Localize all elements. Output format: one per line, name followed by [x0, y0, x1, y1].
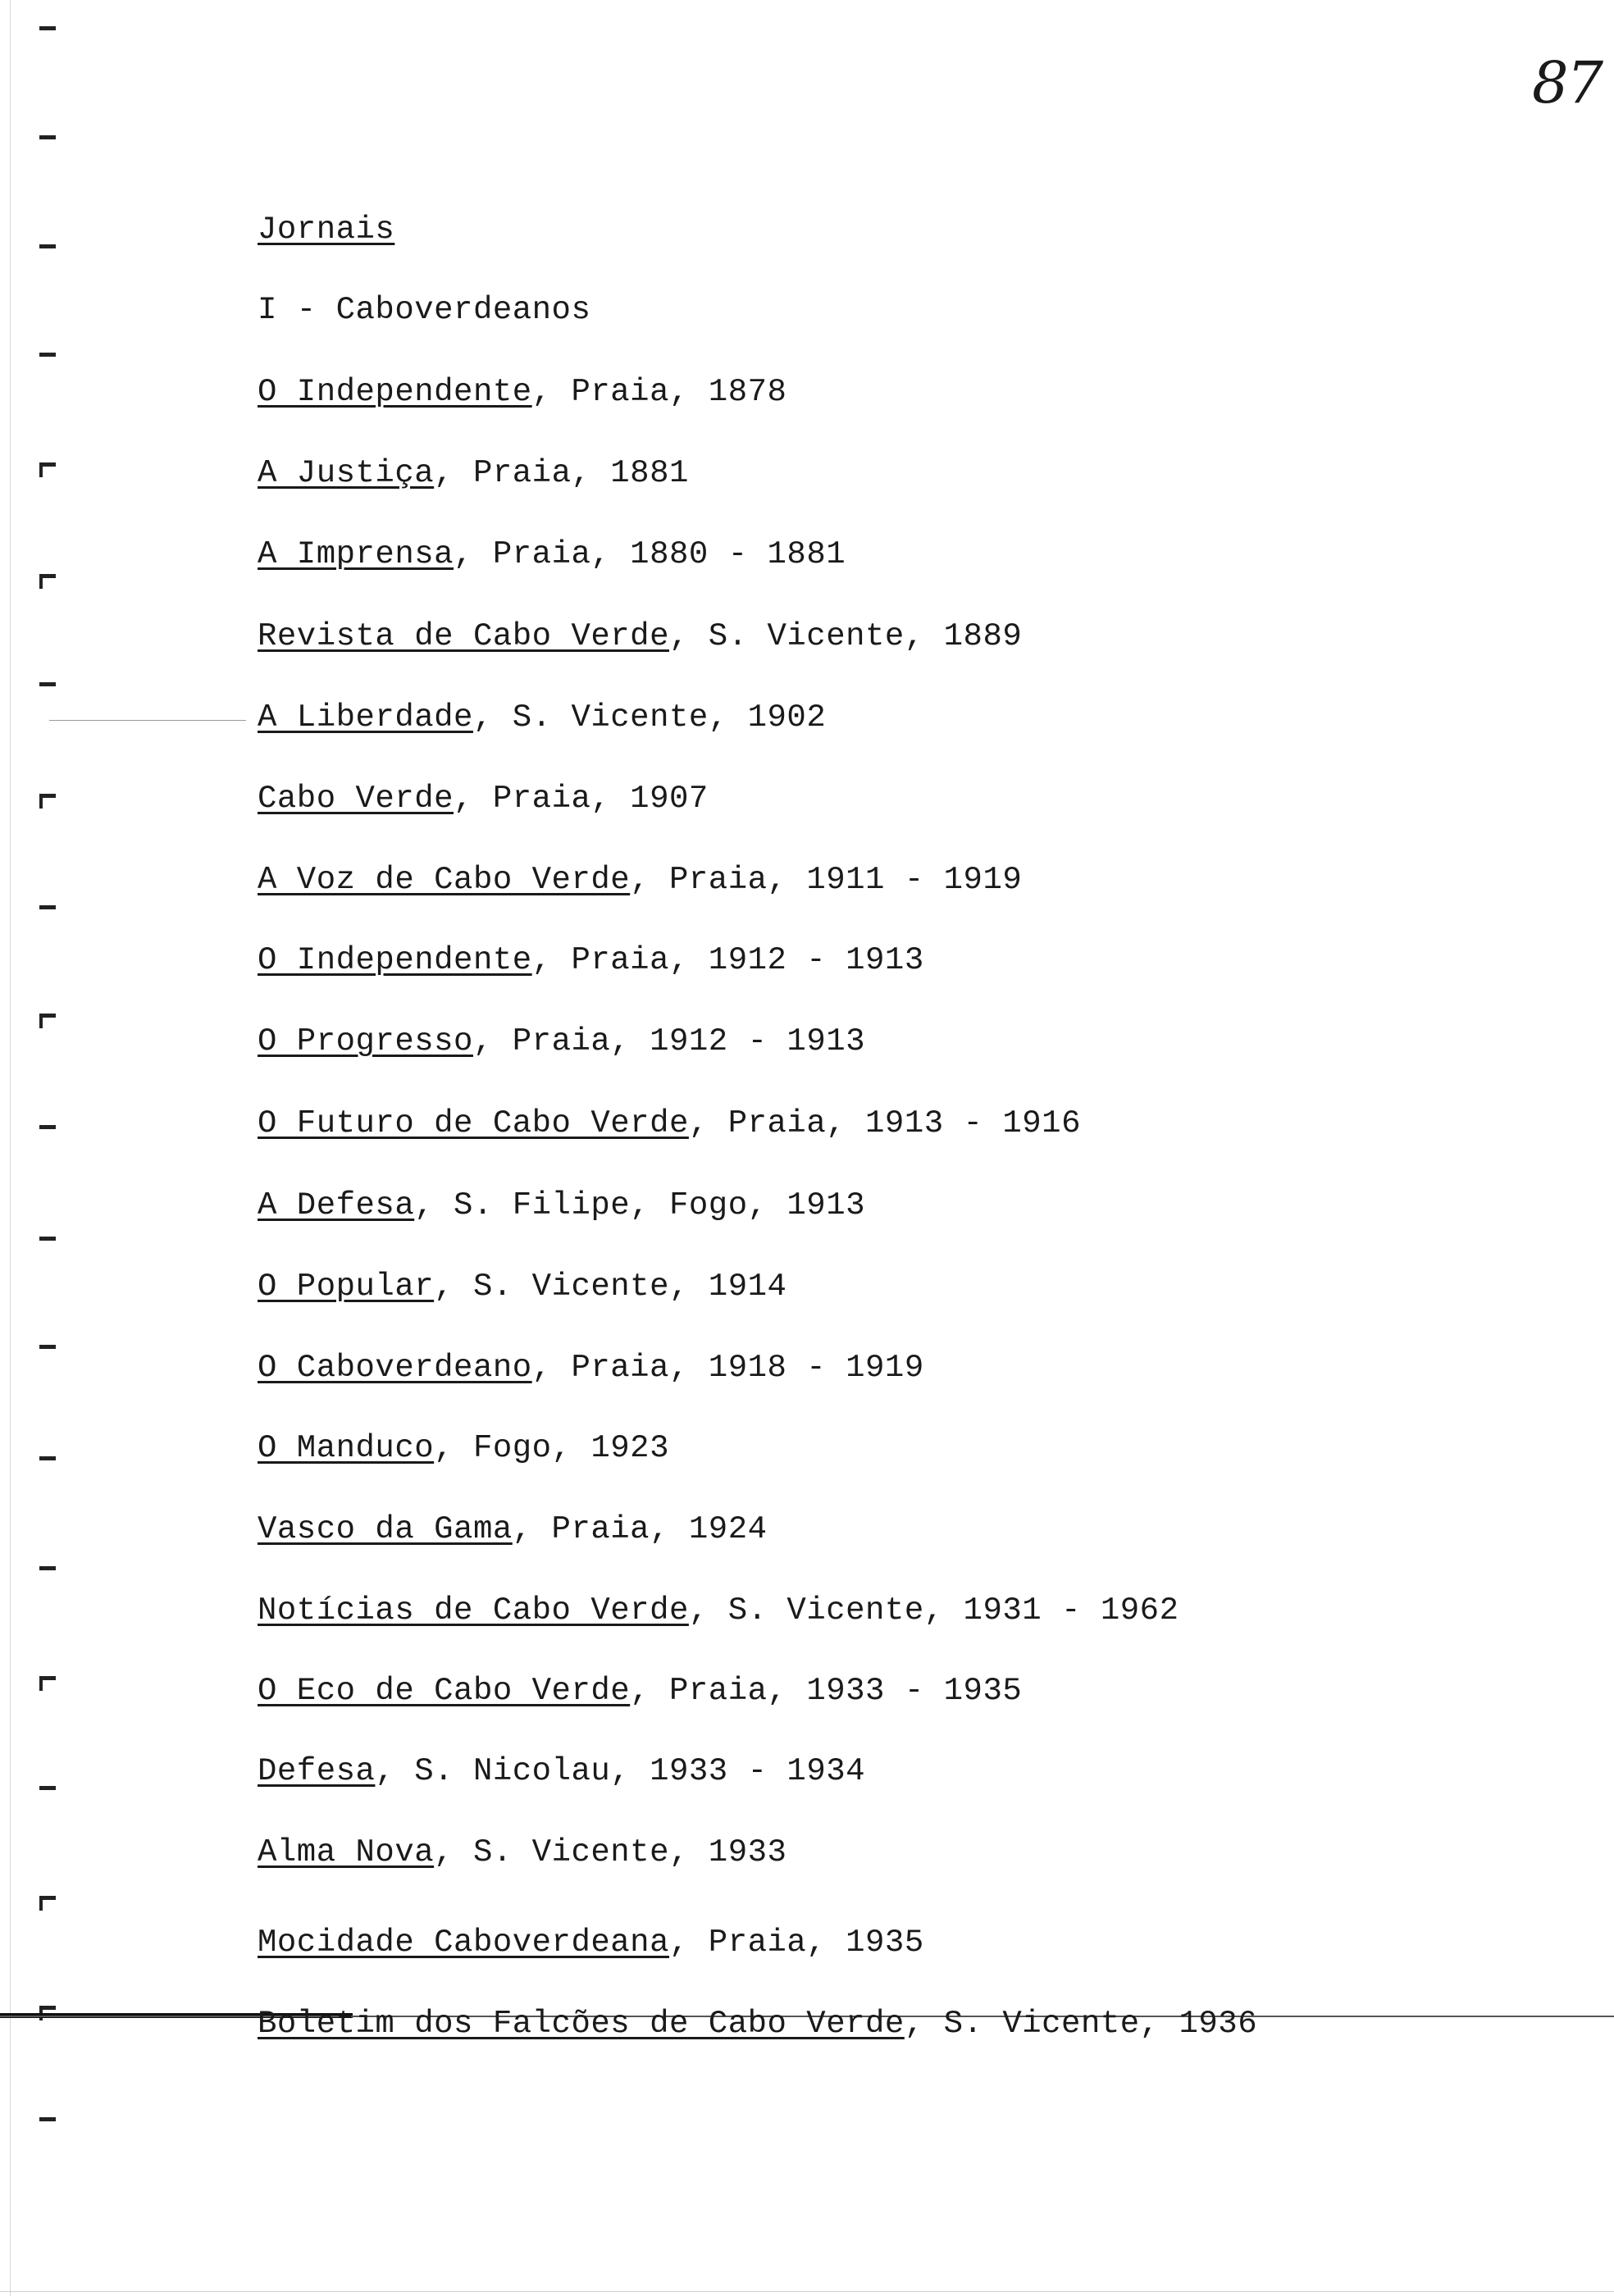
binding-mark	[39, 1786, 56, 1790]
list-item	[258, 1509, 768, 1550]
binding-mark	[39, 1125, 56, 1129]
newspaper-title: O Caboverdeano	[258, 1350, 532, 1386]
binding-mark	[39, 1456, 56, 1460]
newspaper-title: A Imprensa	[258, 536, 454, 572]
binding-mark	[39, 1566, 56, 1570]
list-item	[258, 534, 846, 575]
list-item	[258, 2003, 1257, 2044]
binding-mark	[39, 1896, 56, 1900]
binding-mark	[39, 462, 56, 467]
section-title: I - Caboverdeanos	[258, 292, 591, 328]
newspaper-details: , Fogo, 1923	[434, 1430, 669, 1466]
newspaper-title: O Independente	[258, 942, 532, 978]
newspaper-title: Boletim dos Falcões de Cabo Verde	[258, 2006, 905, 2042]
newspaper-title: Revista de Cabo Verde	[258, 618, 669, 654]
newspaper-title: Defesa	[258, 1753, 376, 1789]
newspaper-details: , Praia, 1918 - 1919	[531, 1350, 924, 1386]
newspaper-details: , Praia, 1880 - 1881	[454, 536, 846, 572]
newspaper-title: O Popular	[258, 1269, 435, 1305]
list-item	[258, 1347, 924, 1388]
newspaper-title: O Progresso	[258, 1023, 473, 1059]
newspaper-title: O Independente	[258, 374, 532, 410]
newspaper-title: Alma Nova	[258, 1834, 435, 1870]
list-item	[258, 1428, 669, 1469]
list-item	[258, 1266, 786, 1307]
binding-mark	[39, 794, 56, 798]
newspaper-details: , Praia, 1911 - 1919	[630, 862, 1023, 898]
binding-mark	[39, 905, 56, 909]
list-item	[258, 1185, 865, 1226]
list-item	[258, 1590, 1179, 1631]
newspaper-details: , Praia, 1935	[668, 1925, 924, 1961]
newspaper-title: Notícias de Cabo Verde	[258, 1592, 689, 1629]
newspaper-details: , Praia, 1912 - 1913	[472, 1023, 866, 1059]
page-bottom-edge	[0, 2291, 1614, 2292]
newspaper-title: O Eco de Cabo Verde	[258, 1673, 631, 1709]
list-item	[258, 1670, 1022, 1711]
newspaper-title: O Futuro de Cabo Verde	[258, 1105, 689, 1141]
newspaper-title: Vasco da Gama	[258, 1511, 513, 1547]
newspaper-details: , S. Nicolau, 1933 - 1934	[375, 1753, 866, 1789]
newspaper-title: A Voz de Cabo Verde	[258, 862, 631, 898]
newspaper-details: , Praia, 1933 - 1935	[630, 1673, 1023, 1709]
page-title: Jornais	[258, 212, 395, 248]
newspaper-details: , S. Vicente, 1914	[434, 1269, 787, 1305]
newspaper-title: Cabo Verde	[258, 781, 454, 817]
binding-mark	[39, 1345, 56, 1349]
binding-mark	[39, 1676, 56, 1680]
list-item	[258, 453, 689, 494]
list-item	[258, 1021, 865, 1062]
binding-mark	[39, 574, 56, 578]
list-item	[258, 778, 709, 819]
newspaper-details: , S. Vicente, 1936	[904, 2006, 1258, 2042]
newspaper-details: , Praia, 1881	[434, 455, 689, 491]
binding-mark	[39, 26, 56, 30]
newspaper-details: , Praia, 1924	[512, 1511, 768, 1547]
list-item	[258, 859, 1022, 900]
newspaper-details: , S. Vicente, 1931 - 1962	[688, 1592, 1179, 1629]
binding-mark	[39, 244, 56, 248]
newspaper-details: , S. Vicente, 1902	[472, 699, 827, 736]
list-item	[258, 697, 826, 738]
newspaper-details: , Praia, 1878	[531, 374, 787, 410]
newspaper-title: Mocidade Caboverdeana	[258, 1925, 669, 1961]
newspaper-title: A Liberdade	[258, 699, 473, 736]
list-item	[258, 1832, 786, 1873]
page-number: 87	[1532, 49, 1603, 116]
newspaper-title: A Justiça	[258, 455, 435, 491]
binding-mark	[39, 1014, 56, 1018]
list-item	[258, 616, 1022, 657]
list-item	[258, 1103, 1081, 1144]
newspaper-title: O Manduco	[258, 1430, 435, 1466]
list-item	[258, 940, 924, 981]
binding-mark	[39, 2006, 56, 2010]
binding-mark	[39, 682, 56, 686]
newspaper-details: , S. Vicente, 1933	[434, 1834, 787, 1870]
list-item	[258, 1751, 865, 1792]
list-item	[258, 1922, 924, 1963]
newspaper-details: , S. Vicente, 1889	[668, 618, 1023, 654]
newspaper-details: , Praia, 1912 - 1913	[531, 942, 924, 978]
newspaper-details: , Praia, 1913 - 1916	[688, 1105, 1081, 1141]
binding-mark	[39, 1237, 56, 1241]
binding-marks	[0, 0, 98, 2296]
binding-mark	[39, 135, 56, 139]
list-item	[258, 371, 786, 412]
binding-mark	[39, 353, 56, 357]
binding-mark	[39, 2117, 56, 2121]
newspaper-title: A Defesa	[258, 1187, 415, 1223]
newspaper-details: , S. Filipe, Fogo, 1913	[414, 1187, 866, 1223]
newspaper-details: , Praia, 1907	[454, 781, 709, 817]
faint-scan-line	[49, 720, 246, 721]
